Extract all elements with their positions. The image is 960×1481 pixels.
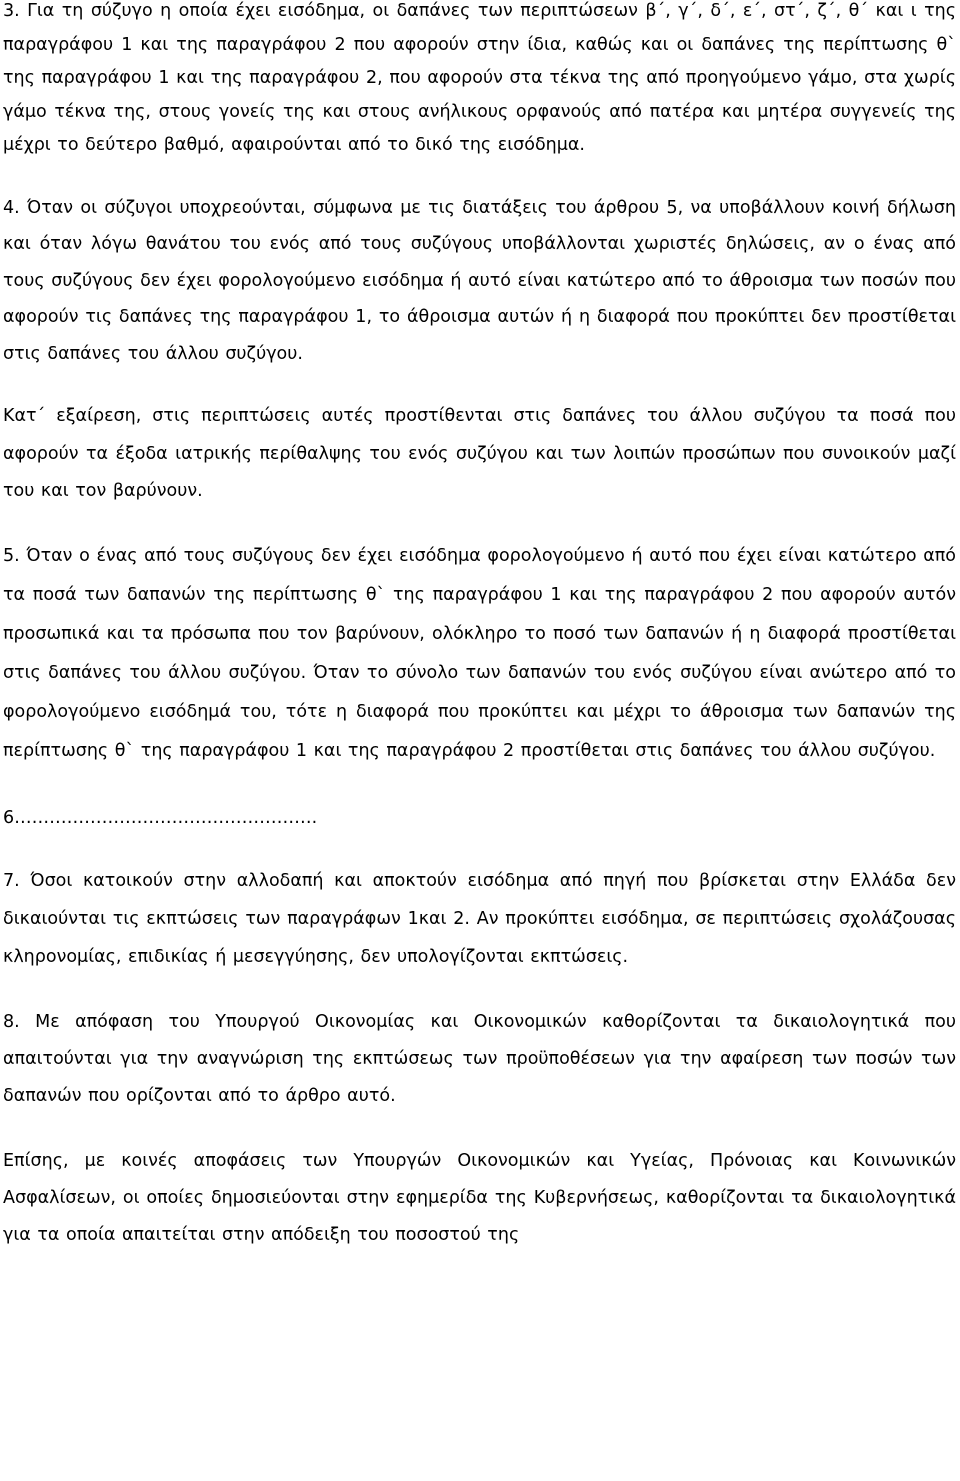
paragraph-8: 8. Με απόφαση του Υπουργού Οικονομίας και Οικονομικών καθορίζονται τα δικαιολογητικά που απαιτούνται για την αναγνώριση της εκπτώσεως των προϋποθέσεων για την αφαίρεση των ποσών των δαπανών που ορίζονται από το άρθρο αυτό. — [3, 1011, 956, 1106]
paragraph-5: 5. Όταν ο ένας από τους συζύγους δεν έχει εισόδημα φορολογούμενο ή αυτό που έχει είναι κατώτερο από τα ποσά των δαπανών της περίπτωσης θ` της παραγράφου 1 και της παραγράφου 2 που αφορούν αυτόν προσωπικά και τα πρόσωπα που τον βαρύνουν, ολόκληρο το ποσό των δαπανών ή η διαφορά προστίθεται στις δαπάνες του άλλου συζύγου. Όταν το σύνολο των δαπανών του ενός συζύγου είναι ανώτερο από το φορολογούμενο εισόδημά του, τότε η διαφορά που προκύπτει και μέχρι το άθροισμα των δαπανών της περίπτωσης θ` της παραγράφου 1 και της παραγράφου 2 προστίθεται στις δαπάνες του άλλου συζύγου. — [3, 545, 956, 761]
paragraph-6: 6……………………………………………. — [3, 807, 318, 828]
paragraph-3: 3. Για τη σύζυγο η οποία έχει εισόδημα, οι δαπάνες των περιπτώσεων β΄, γ΄, δ΄, ε΄, στ΄, ζ΄, θ΄ και ι της παραγράφου 1 και της παραγράφου 2 που αφορούν στην ίδια, καθώς και οι δαπάνες της περίπτωσης θ` της παραγράφου 1 και της παραγράφου 2, που αφορούν στα τέκνα της από προηγούμενο γάμο, στα χωρίς γάμο τέκνα της, στους γονείς της και στους ανήλικους ορφανούς από πατέρα και μητέρα συγγενείς της μέχρι το δεύτερο βαθμό, αφαιρούνται από το δικό της εισόδημα. — [3, 1, 956, 155]
paragraph-exception: Κατ΄ εξαίρεση, στις περιπτώσεις αυτές προστίθενται στις δαπάνες του άλλου συζύγου τα ποσά που αφορούν τα έξοδα ιατρικής περίθαλψης του ενός συζύγου και των λοιπών προσώπων που συνοικούν μαζί του και τον βαρύνουν. — [3, 406, 956, 501]
paragraph-7: 7. Όσοι κατοικούν στην αλλοδαπή και αποκτούν εισόδημα από πηγή που βρίσκεται στην Ελλάδα δεν δικαιούνται τις εκπτώσεις των παραγράφων 1και 2. Αν προκύπτει εισόδημα, σε περιπτώσεις σχολάζουσας κληρονομίας, επιδικίας ή μεσεγγύησης, δεν υπολογίζονται εκπτώσεις. — [3, 870, 956, 967]
paragraph-also: Επίσης, με κοινές αποφάσεις των Υπουργών Οικονομικών και Υγείας, Πρόνοιας και Κοινωνικών Ασφαλίσεων, οι οποίες δημοσιεύονται στην εφημερίδα της Κυβερνήσεως, καθορίζονται τα δικαιολογητικά για τα οποία απαιτείται στην απόδειξη του ποσοστού της — [3, 1150, 956, 1245]
paragraph-4: 4. Όταν οι σύζυγοι υποχρεούνται, σύμφωνα με τις διατάξεις του άρθρου 5, να υποβάλλουν κοινή δήλωση και όταν λόγω θανάτου του ενός από τους συζύγους υποβάλλονται χωριστές δηλώσεις, αν ο ένας από τους συζύγους δεν έχει φορολογούμενο εισόδημα ή αυτό είναι κατώτερο από το άθροισμα των ποσών που αφορούν τις δαπάνες της παραγράφου 1, το άθροισμα αυτών ή η διαφορά που προκύπτει δεν προστίθεται στις δαπάνες του άλλου συζύγου. — [3, 197, 956, 364]
document-page — [3, 0, 956, 1481]
